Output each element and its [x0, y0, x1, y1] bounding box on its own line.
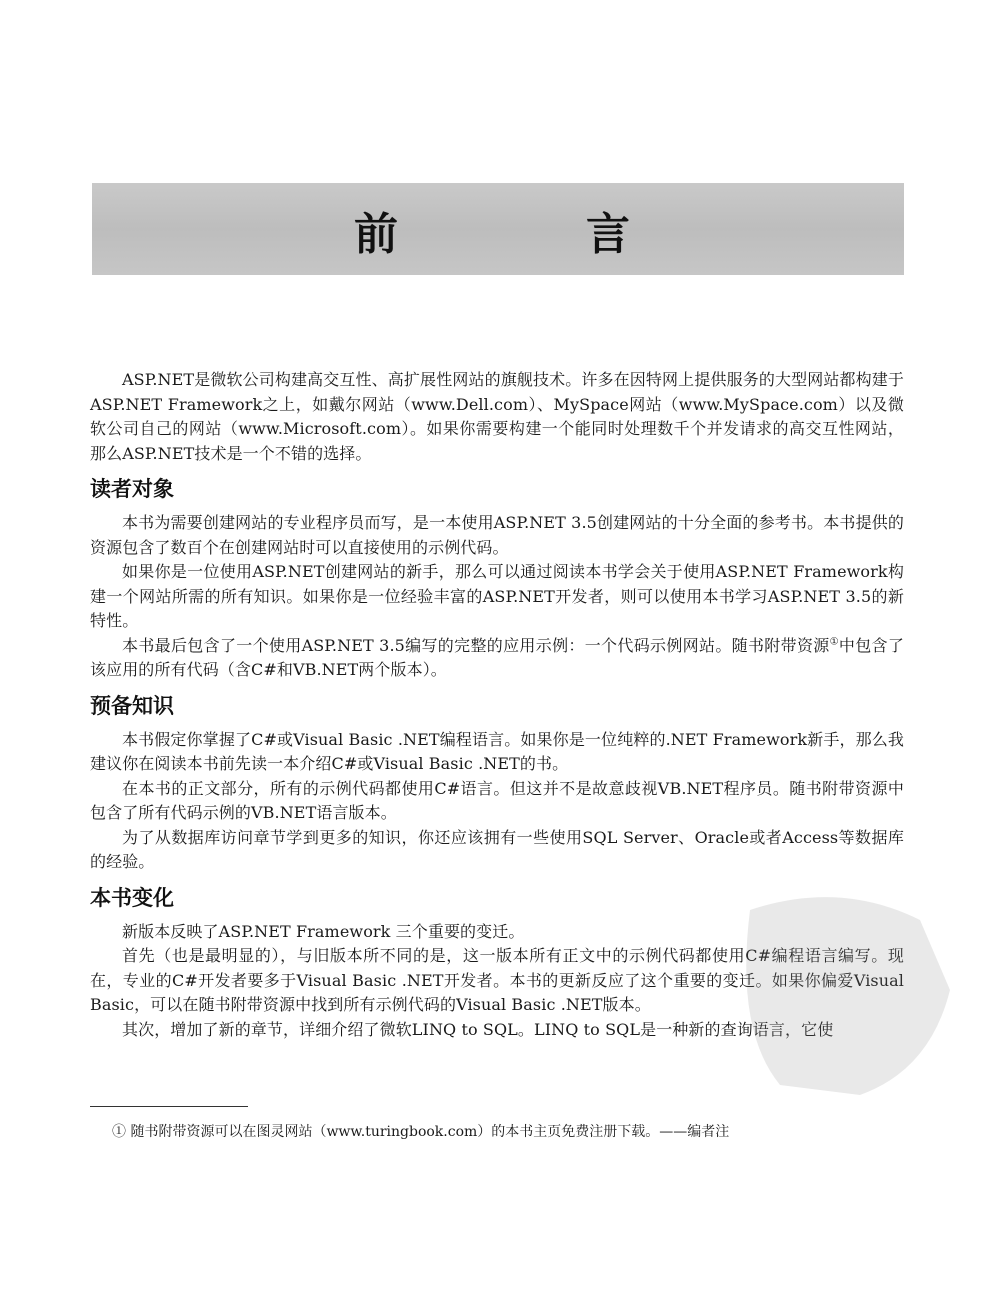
footnote-divider [90, 1106, 248, 1107]
readers-paragraph-3-start: 本书最后包含了一个使用ASP.NET 3.5编写的完整的应用示例：一个代码示例网站。随书附带资源 [122, 635, 830, 655]
intro-paragraph: ASP.NET是微软公司构建高交互性、高扩展性网站的旗舰技术。许多在因特网上提供服务的大型网站都构建于ASP.NET Framework之上，如戴尔网站（www.Dell.com）、MySpace网站（www.MySpace.com）以及微软公司自己的网站（www.Microsoft.com）。如果你需要构建一个能同时处理数千个并发请求的高交互性网站，那么ASP.NET技术是一个不错的选择。 [90, 370, 904, 463]
readers-paragraph-1: 本书为需要创建网站的专业程序员而写，是一本使用ASP.NET 3.5创建网站的十分全面的参考书。本书提供的资源包含了数百个在创建网站时可以直接使用的示例代码。 [90, 513, 904, 557]
prerequisites-paragraph-2: 在本书的正文部分，所有的示例代码都使用C#语言。但这并不是故意歧视VB.NET程序员。随书附带资源中包含了所有代码示例的VB.NET语言版本。 [90, 778, 904, 822]
changes-paragraph-2: 首先（也是最明显的），与旧版本所不同的是，这一版本所有正文中的示例代码都使用C#编程语言编写。现在，专业的C#开发者要多于Visual Basic .NET开发者。本书的更新反应了这个重要的变迁。如果你偏爱Visual Basic，可以在随书附带资源中找到所有示例代码的Visual Basic .NET版本。 [90, 946, 904, 1014]
footnote-marker: ① [829, 636, 839, 648]
watermark-stamp-icon [720, 870, 970, 1110]
readers-paragraph-3-end: 中包含了该应用的所有代码（含C#和VB.NET两个版本）。 [90, 635, 904, 679]
changes-paragraph-1: 新版本反映了ASP.NET Framework 三个重要的变迁。 [122, 921, 525, 941]
footnote: ① 随书附带资源可以在图灵网站（www.turingbook.com）的本书主页免费注册下载。——编者注 [112, 1124, 730, 1140]
section-heading-prerequisites: 预备知识 [90, 693, 174, 718]
page-title: 前 言 [354, 209, 702, 260]
readers-paragraph-2: 如果你是一位使用ASP.NET创建网站的新手，那么可以通过阅读本书学会关于使用ASP.NET Framework构建一个网站所需的所有知识。如果你是一位经验丰富的ASP.NET开发者，则可以使用本书学习ASP.NET 3.5的新特性。 [90, 562, 904, 630]
section-heading-readers: 读者对象 [90, 477, 174, 501]
title-band [92, 183, 904, 275]
changes-paragraph-3: 其次，增加了新的章节，详细介绍了微软LINQ to SQL。LINQ to SQL是一种新的查询语言，它使 [122, 1019, 834, 1039]
section-heading-changes: 本书变化 [90, 885, 174, 910]
prerequisites-paragraph-3: 为了从数据库访问章节学到更多的知识，你还应该拥有一些使用SQL Server、Oracle或者Access等数据库的经验。 [90, 827, 904, 871]
prerequisites-paragraph-1: 本书假定你掌握了C#或Visual Basic .NET编程语言。如果你是一位纯粹的.NET Framework新手，那么我建议你在阅读本书前先读一本介绍C#或Visual Basic .NET的书。 [90, 729, 904, 773]
readers-paragraph-3 [90, 634, 904, 683]
